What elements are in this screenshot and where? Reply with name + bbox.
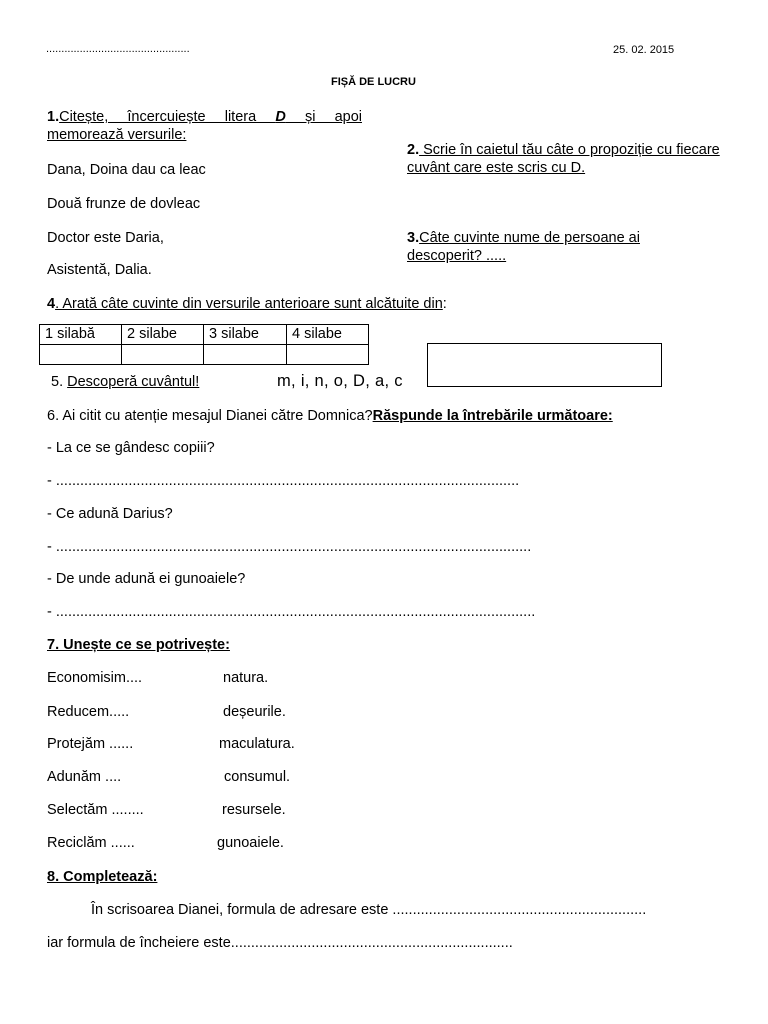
ex7-title: 7. Unește ce se potrivește: xyxy=(47,637,230,653)
match-right-item[interactable]: maculatura. xyxy=(219,736,295,752)
table-header: 4 silabe xyxy=(287,325,369,345)
match-right-item[interactable]: consumul. xyxy=(224,769,291,785)
ex1-instruction: 1.Citește, încercuiește litera D și apoi memorează versurile: xyxy=(47,109,362,144)
table-header: 2 silabe xyxy=(122,325,204,345)
answer-cell[interactable] xyxy=(40,345,122,365)
ex4-instruction: 4. Arată câte cuvinte din versurile anterioare sunt alcătuite din: xyxy=(47,296,447,312)
answer-line[interactable]: - ....................................................................................................................... xyxy=(47,604,536,620)
match-right-item[interactable]: resursele. xyxy=(222,802,286,818)
match-left-item[interactable]: Selectăm ........ xyxy=(47,802,144,818)
match-left-item[interactable]: Economisim.... xyxy=(47,670,143,686)
page-title: FIȘĂ DE LUCRU xyxy=(331,76,416,88)
match-left-item[interactable]: Adunăm .... xyxy=(47,769,122,785)
table-header: 1 silabă xyxy=(40,325,122,345)
syllable-table xyxy=(39,324,369,365)
ex3-question: 3.Câte cuvinte nume de persoane ai descoperit? ..... xyxy=(407,230,640,265)
match-left-item[interactable]: Reducem..... xyxy=(47,704,130,720)
name-line: ............................................... xyxy=(46,43,190,55)
ex2-instruction: 2. Scrie în caietul tău câte o propoziție cu fiecare cuvânt care este scris cu D. xyxy=(407,142,720,177)
ex6-question: - De unde adună ei gunoaiele? xyxy=(47,571,246,587)
match-right-item[interactable]: natura. xyxy=(223,670,269,686)
match-left-item[interactable]: Reciclăm ...... xyxy=(47,835,135,851)
answer-cell[interactable] xyxy=(204,345,287,365)
ex8-line2[interactable]: iar formula de încheiere este...................................................................... xyxy=(47,935,513,951)
answer-cell[interactable] xyxy=(287,345,369,365)
letter-d: D xyxy=(275,109,286,125)
match-left-item[interactable]: Protejăm ...... xyxy=(47,736,134,752)
verse-line: Dana, Doina dau ca leac xyxy=(47,162,206,178)
date: 25. 02. 2015 xyxy=(613,44,675,56)
verse-line: Doctor este Daria, xyxy=(47,230,164,246)
ex6-question: - Ce adună Darius? xyxy=(47,506,173,522)
answer-line[interactable]: - ...................................................................................................................... xyxy=(47,539,532,555)
match-right-item[interactable]: gunoaiele. xyxy=(217,835,284,851)
word-answer-box[interactable] xyxy=(427,343,662,387)
table-header: 3 silabe xyxy=(204,325,287,345)
ex8-line1[interactable]: În scrisoarea Dianei, formula de adresare este ............................................................... xyxy=(91,902,647,918)
answer-cell[interactable] xyxy=(122,345,204,365)
ex5-letters: m, i, n, o, D, a, c xyxy=(277,372,403,390)
answer-line[interactable]: - ................................................................................................................... xyxy=(47,473,520,489)
verse-line: Asistentă, Dalia. xyxy=(47,262,152,278)
ex6-question: - La ce se gândesc copiii? xyxy=(47,440,215,456)
ex5-instruction: 5. Descoperă cuvântul! xyxy=(51,374,200,390)
verse-line: Două frunze de dovleac xyxy=(47,196,201,212)
ex8-title: 8. Completează: xyxy=(47,869,158,885)
ex6-intro: 6. Ai citit cu atenție mesajul Dianei către Domnica?Răspunde la întrebările următoare: xyxy=(47,408,613,424)
match-right-item[interactable]: deșeurile. xyxy=(223,704,286,720)
